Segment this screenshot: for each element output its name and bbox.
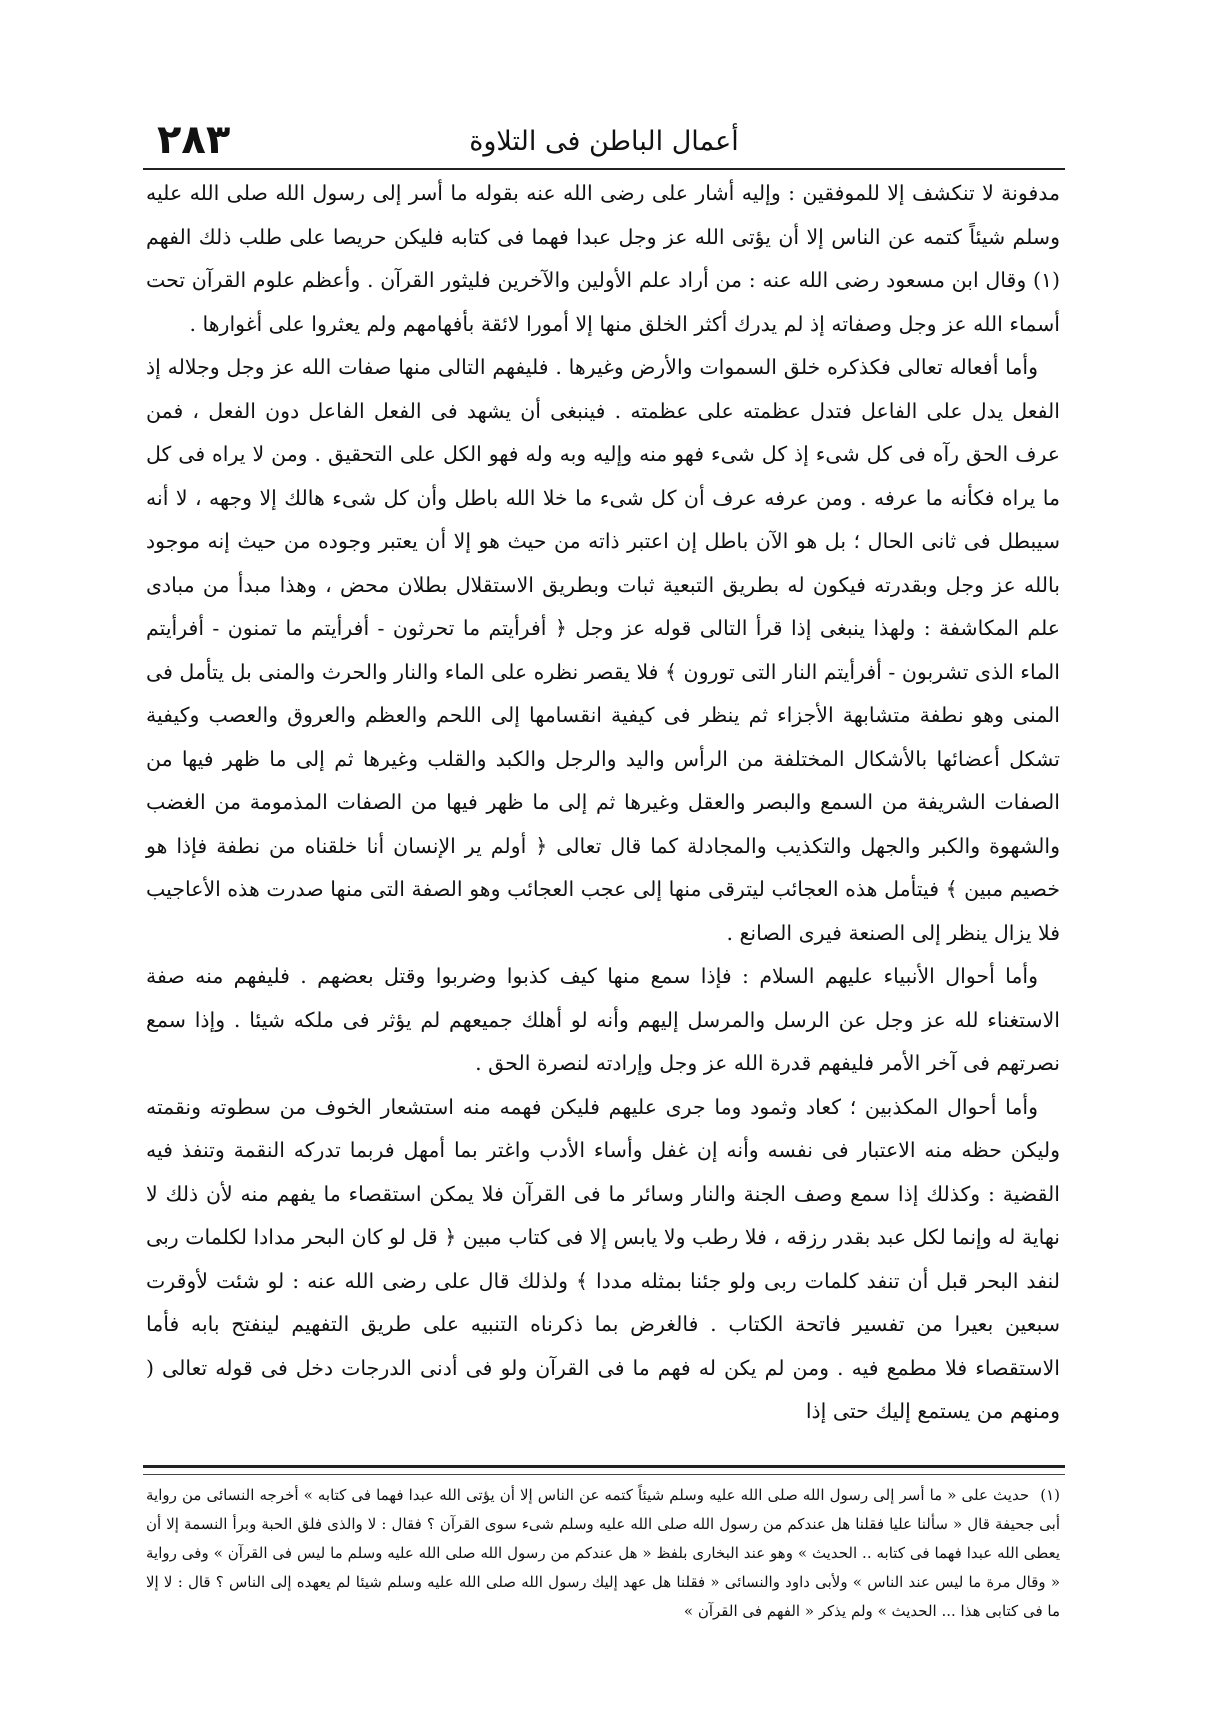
footnote-divider-thin [143, 1474, 1065, 1475]
header-divider [143, 168, 1065, 170]
footnote [146, 1481, 1060, 1626]
main-text [146, 172, 1060, 1434]
paragraph: وأما أفعاله تعالى فكذكره خلق السموات والأرض وغيرها . فليفهم التالى منها صفات الله عز وجل وجلاله إذ الفعل يدل على الفاعل فتدل عظمته على عظمته . فينبغى أن يشهد فى الفعل الفاعل دون الفعل ، فمن عرف الحق رآه فى كل شىء إذ كل شىء فهو منه وإليه وبه وله فهو الكل على التحقيق . ومن لا يراه فى كل ما يراه فكأنه ما عرفه . ومن عرفه عرف أن كل شىء ما خلا الله باطل وأن كل شىء هالك إلا وجهه ، لا أنه سيبطل فى ثانى الحال ؛ بل هو الآن باطل إن اعتبر ذاته من حيث هو إلا أن يعتبر وجوده من حيث إنه موجود بالله عز وجل وبقدرته فيكون له بطريق التبعية ثبات وبطريق الاستقلال بطلان محض ، وهذا مبدأ من مبادى علم المكاشفة : ولهذا ينبغى إذا قرأ التالى قوله عز وجل ﴿ أفرأيتم ما تحرثون - أفرأيتم ما تمنون - أفرأيتم الماء الذى تشربون - أفرأيتم النار التى تورون ﴾ فلا يقصر نظره على الماء والنار والحرث والمنى بل يتأمل فى المنى وهو نطفة متشابهة الأجزاء ثم ينظر فى كيفية انقسامها إلى اللحم والعظم والعروق والعصب وكيفية تشكل أعضائها بالأشكال المختلفة من الرأس واليد والرجل والكبد والقلب وغيرها ثم إلى ما ظهر فيها من الصفات الشريفة من السمع والبصر والعقل وغيرها ثم إلى ما ظهر فيها من الصفات المذمومة من الغضب والشهوة والكبر والجهل والتكذيب والمجادلة كما قال تعالى ﴿ أولم ير الإنسان أنا خلقناه من نطفة فإذا هو خصيم مبين ﴾ فيتأمل هذه العجائب ليترقى منها إلى عجب العجائب وهو الصفة التى منها صدرت هذه الأعاجيب فلا يزال ينظر إلى الصنعة فيرى الصانع . [146, 355, 1060, 945]
footnote-text: حديث على « ما أسر إلى رسول الله صلى الله عليه وسلم شيئاً كتمه عن الناس إلا أن يؤتى الله عبدا فهما فى كتابه » أخرجه النسائى من رواية أبى جحيفة قال « سألنا عليا فقلنا هل عندكم من رسول الله صلى الله عليه وسلم شىء سوى القرآن ؟ فقال : لا والذى فلق الحبة وبرأ النسمة إلا أن يعطى الله عبدا فهما فى كتابه .. الحديث » وهو عند البخارى بلفظ « هل عندكم من رسول الله صلى الله عليه وسلم ما ليس فى القرآن » وفى رواية « وقال مرة ما ليس عند الناس » ولأبى داود والنسائى « فقلنا هل عهد إليك رسول الله صلى الله عليه وسلم شيئا لم يعهده إلى الناس ؟ قال : لا إلا ما فى كتابى هذا ... الحديث » ولم يذكر « الفهم فى القرآن » [146, 1486, 1060, 1620]
footnote-divider [143, 1465, 1065, 1468]
paragraph: وأما أحوال المكذبين ؛ كعاد وثمود وما جرى عليهم فليكن فهمه منه استشعار الخوف من سطوته ونقمته وليكن حظه منه الاعتبار فى نفسه وأنه إن غفل وأساء الأدب واغتر بما أمهل فربما تدركه النقمة وتنفذ فيه القضية : وكذلك إذا سمع وصف الجنة والنار وسائر ما فى القرآن فلا يمكن استقصاء ما يفهم منه لأن ذلك لا نهاية له وإنما لكل عبد بقدر رزقه ، فلا رطب ولا يابس إلا فى كتاب مبين ﴿ قل لو كان البحر مدادا لكلمات ربى لنفد البحر قبل أن تنفد كلمات ربى ولو جئنا بمثله مددا ﴾ ولذلك قال على رضى الله عنه : لو شئت لأوقرت سبعين بعيرا من تفسير فاتحة الكتاب . فالغرض بما ذكرناه التنبيه على طريق التفهيم لينفتح بابه فأما الاستقصاء فلا مطمع فيه . ومن لم يكن له فهم ما فى القرآن ولو فى أدنى الدرجات دخل فى قوله تعالى ( ومنهم من يستمع إليك حتى إذا [146, 1094, 1060, 1423]
page-header [143, 114, 1065, 166]
footnote-number: (١) [1040, 1486, 1060, 1504]
paragraph: مدفونة لا تنكشف إلا للموفقين : وإليه أشار على رضى الله عنه بقوله ما أسر إلى رسول الله صلى الله عليه وسلم شيئاً كتمه عن الناس إلا أن يؤتى الله عز وجل عبدا فهما فى كتابه فليكن حريصا على طلب ذلك الفهم (١) وقال ابن مسعود رضى الله عنه : من أراد علم الأولين والآخرين فليثور القرآن . وأعظم علوم القرآن تحت أسماء الله عز وجل وصفاته إذ لم يدرك أكثر الخلق منها إلا أمورا لائقة بأفهامهم ولم يعثروا على أغوارها . [146, 181, 1060, 336]
paragraph: وأما أحوال الأنبياء عليهم السلام : فإذا سمع منها كيف كذبوا وضربوا وقتل بعضهم . فليفهم منه صفة الاستغناء لله عز وجل عن الرسل والمرسل إليهم وأنه لو أهلك جميعهم لم يؤثر فى ملكه شيئا . وإذا سمع نصرتهم فى آخر الأمر فليفهم قدرة الله عز وجل وإرادته لنصرة الحق . [146, 964, 1060, 1075]
footnotes [146, 1481, 1060, 1626]
page-number: ٢٨٣ [157, 117, 231, 163]
running-title: أعمال الباطن فى التلاوة [469, 126, 739, 157]
